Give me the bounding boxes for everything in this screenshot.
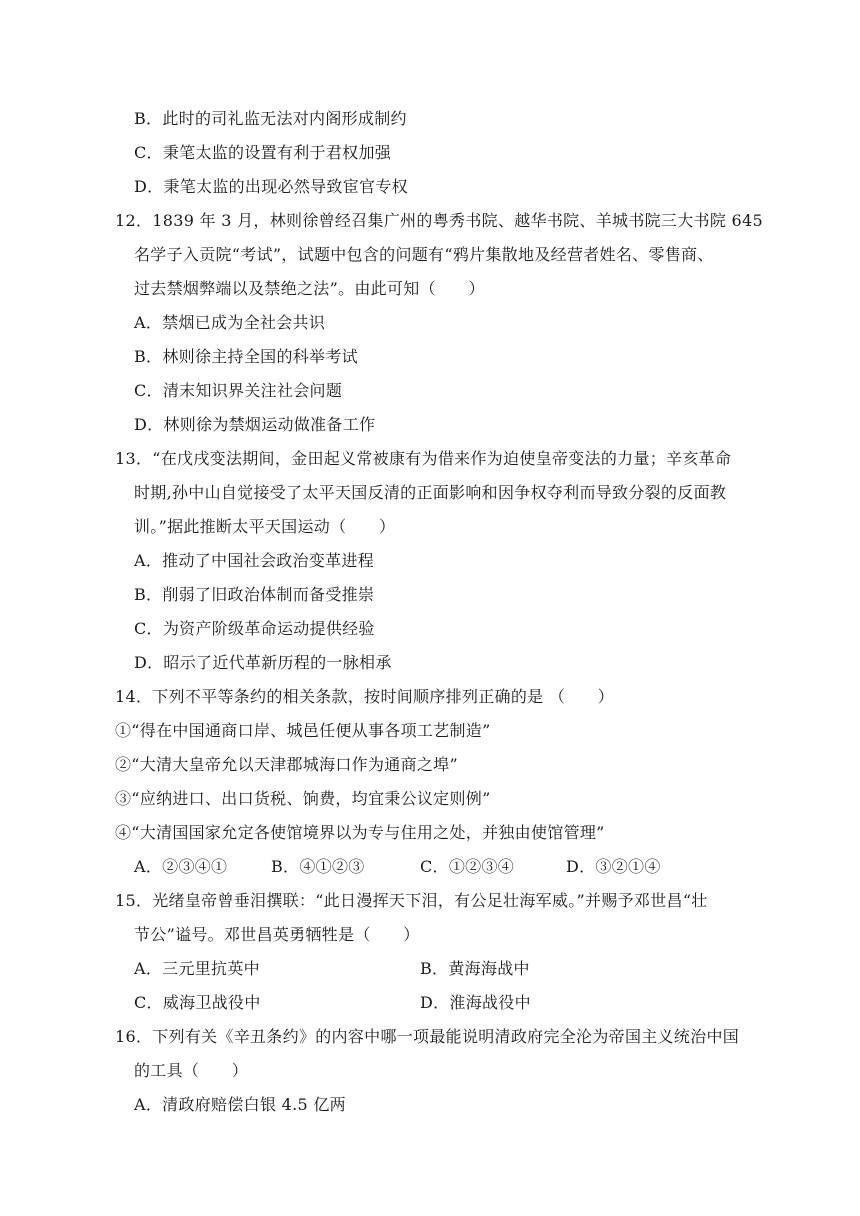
q13-option-d: D．昭示了近代革新历程的一脉相承 [134, 653, 392, 672]
q13-option-b: B．削弱了旧政治体制而备受推崇 [134, 585, 375, 604]
q11-option-c: C．秉笔太监的设置有利于君权加强 [134, 143, 392, 162]
q12-stem-line-1: 12．1839 年 3 月，林则徐曾经召集广州的粤秀书院、越华书院、羊城书院三大书院 645 [115, 211, 763, 230]
q14-option-c: C．①②③④ [420, 857, 515, 876]
q12-stem-line-2: 名学子入贡院“考试”，试题中包含的问题有“鸦片集散地及经营者姓名、零售商、 [134, 245, 714, 264]
q14-option-a: A．②③④① [134, 857, 228, 876]
q14-item-1: ①“得在中国通商口岸、城邑任便从事各项工艺制造” [115, 721, 491, 740]
q15-option-b: B．黄海海战中 [420, 959, 530, 978]
q13-stem-line-1: 13．“在戊戌变法期间，金田起义常被康有为借来作为迫使皇帝变法的力量；辛亥革命 [115, 449, 732, 468]
q12-option-d: D．林则徐为禁烟运动做准备工作 [134, 415, 376, 434]
q15-stem-line-2: 节公”谥号。邓世昌英勇牺牲是（ ） [134, 925, 420, 944]
q14-item-3: ③“应纳进口、出口货税、饷费，均宜秉公议定则例” [115, 789, 491, 808]
q11-option-b: B．此时的司礼监无法对内阁形成制约 [134, 109, 407, 128]
q13-option-a: A．推动了中国社会政治变革进程 [134, 551, 375, 570]
q16-stem-line-2: 的工具（ ） [134, 1061, 249, 1080]
q14-item-4: ④“大清国国家允定各使馆境界以为专与住用之处，并独由使馆管理” [115, 823, 605, 842]
q12-option-b: B．林则徐主持全国的科举考试 [134, 347, 358, 366]
q15-option-a: A．三元里抗英中 [134, 959, 260, 978]
q14-option-b: B．④①②③ [271, 857, 365, 876]
q13-stem-line-3: 训。”据此推断太平天国运动（ ） [134, 517, 396, 536]
q11-option-d: D．秉笔太监的出现必然导致宦官专权 [134, 177, 408, 196]
q15-option-d: D．淮海战役中 [420, 993, 531, 1012]
q13-stem-line-2: 时期,孙中山自觉接受了太平天国反清的正面影响和因争权夺利而导致分裂的反面教 [134, 483, 727, 502]
q12-stem-line-3: 过去禁烟弊端以及禁绝之法”。由此可知（ ） [134, 279, 485, 298]
q12-option-a: A．禁烟已成为全社会共识 [134, 313, 326, 332]
q14-stem: 14．下列不平等条约的相关条款，按时间顺序排列正确的是 （ ） [115, 687, 615, 706]
q15-option-c: C．威海卫战役中 [134, 993, 261, 1012]
q12-option-c: C．清末知识界关注社会问题 [134, 381, 343, 400]
q13-option-c: C．为资产阶级革命运动提供经验 [134, 619, 375, 638]
q14-option-d: D．③②①④ [566, 857, 661, 876]
q16-option-a: A．清政府赔偿白银 4.5 亿两 [134, 1095, 346, 1114]
q15-stem-line-1: 15．光绪皇帝曾垂泪撰联：“此日漫挥天下泪，有公足壮海军威。”并赐予邓世昌“壮 [115, 891, 708, 910]
q14-item-2: ②“大清大皇帝允以天津郡城海口作为通商之埠” [115, 755, 458, 774]
q16-stem-line-1: 16．下列有关《辛丑条约》的内容中哪一项最能说明清政府完全沦为帝国主义统治中国 [115, 1027, 740, 1046]
